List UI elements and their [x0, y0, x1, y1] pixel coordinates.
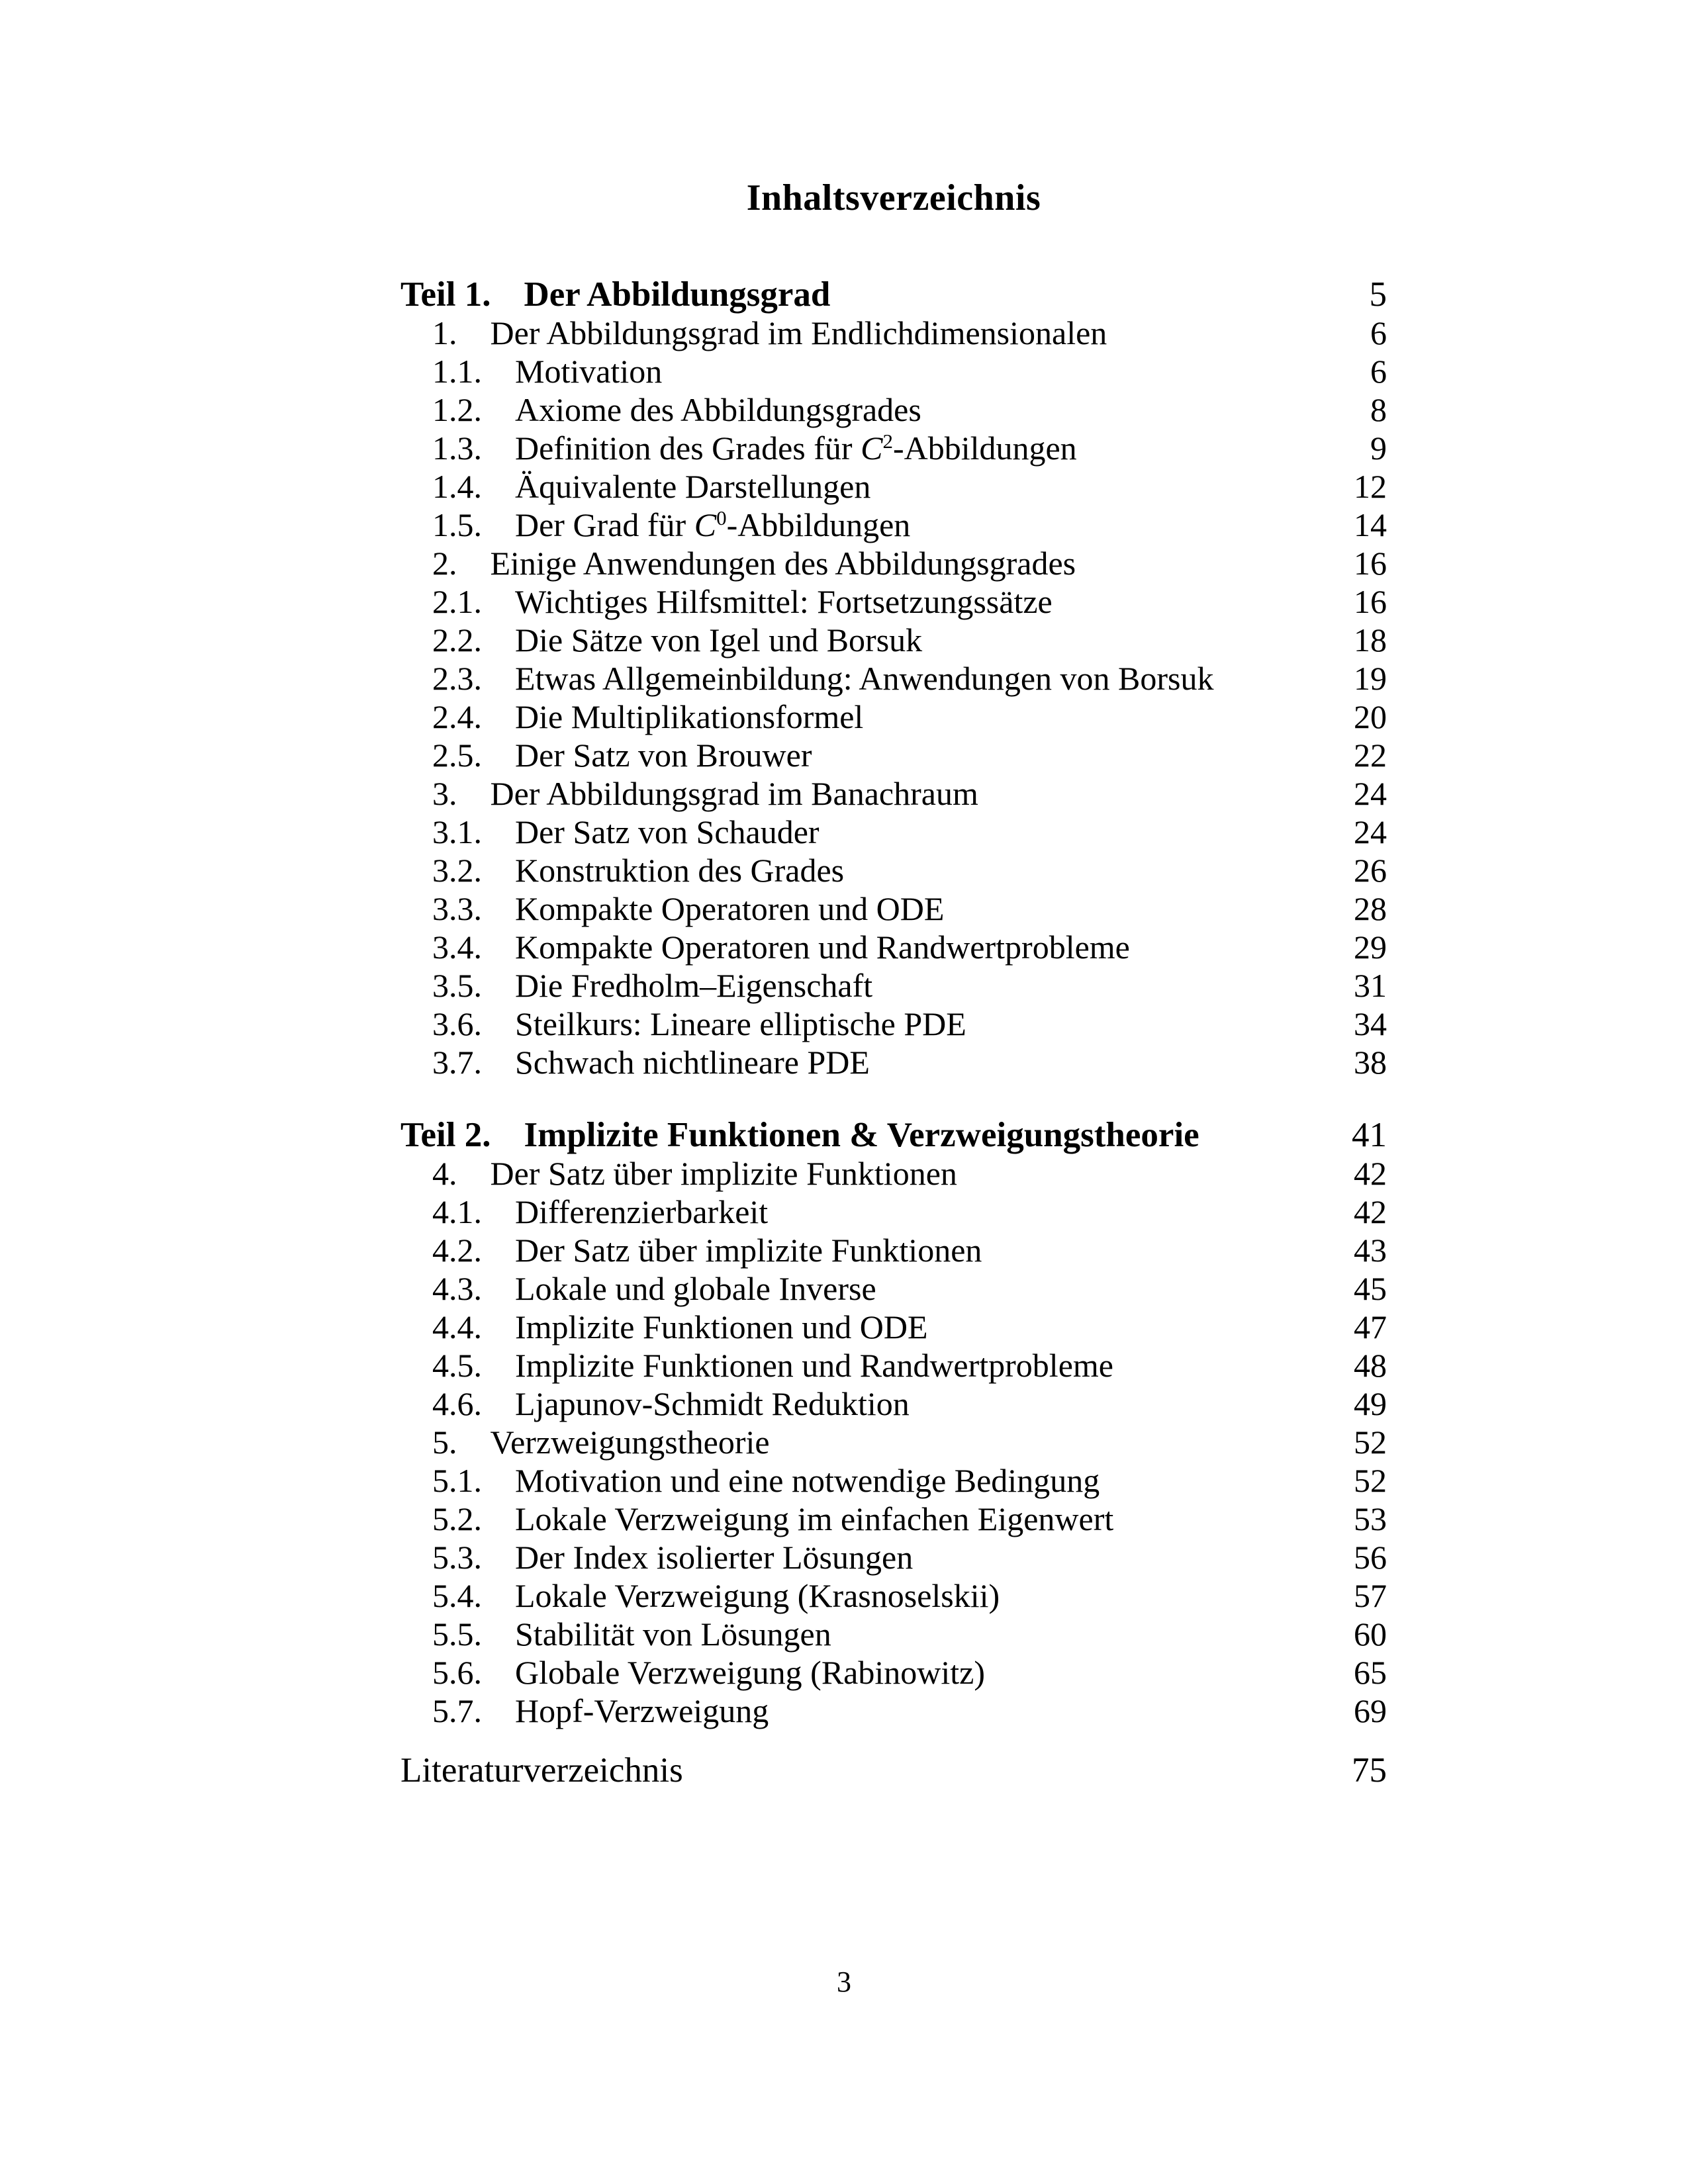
toc-entry-page: 16	[1354, 583, 1387, 620]
toc-entry-number: 1.1.	[432, 353, 482, 390]
toc-entry-title: Äquivalente Darstellungen	[515, 468, 871, 505]
toc-entry-number: 3.4.	[432, 929, 482, 966]
toc-entry	[400, 1615, 1387, 1653]
toc-entry-number: 2.	[432, 545, 457, 582]
toc-entry	[400, 544, 1387, 582]
toc-entry-number: 3.6.	[432, 1005, 482, 1042]
toc-entry-number: 2.3.	[432, 660, 482, 697]
toc-entry-page: 34	[1354, 1005, 1387, 1042]
toc-entry	[400, 1653, 1387, 1692]
toc-entry	[400, 1346, 1387, 1385]
toc-entry	[400, 352, 1387, 390]
toc-entry-page: 45	[1354, 1270, 1387, 1307]
toc-entry-page: 12	[1354, 468, 1387, 505]
toc-entry-page: 5	[1369, 275, 1387, 314]
toc-entry-title: Wichtiges Hilfsmittel: Fortsetzungssätze	[515, 583, 1053, 620]
toc-entry-number: 3.5.	[432, 967, 482, 1004]
toc-entry-title: Steilkurs: Lineare elliptische PDE	[515, 1005, 966, 1042]
toc-entry	[400, 621, 1387, 659]
toc-entry-title: Etwas Allgemeinbildung: Anwendungen von Borsuk	[515, 660, 1214, 697]
toc-entry-number: 4.1.	[432, 1193, 482, 1230]
toc-entry-page: 56	[1354, 1539, 1387, 1576]
toc-entry-number: 1.5.	[432, 506, 482, 543]
toc-entry-title: Differenzierbarkeit	[515, 1193, 769, 1230]
toc-entry-title: Die Multiplikationsformel	[515, 698, 864, 735]
toc-entry-title: Hopf-Verzweigung	[515, 1692, 769, 1729]
toc-entry	[400, 1538, 1387, 1576]
toc-entry-number: 3.7.	[432, 1044, 482, 1081]
toc-entry-page: 53	[1354, 1500, 1387, 1537]
toc-entry-number: 3.1.	[432, 813, 482, 850]
toc-entry	[400, 1385, 1387, 1423]
toc-entry-title: Kompakte Operatoren und Randwertprobleme	[515, 929, 1130, 966]
toc-entry-page: 41	[1352, 1116, 1387, 1154]
table-of-contents	[400, 275, 1387, 1790]
toc-entry	[400, 698, 1387, 736]
toc-entry-title: Der Satz von Schauder	[515, 813, 820, 850]
toc-entry-title: Die Sätze von Igel und Borsuk	[515, 621, 923, 659]
toc-entry-page: 57	[1354, 1577, 1387, 1614]
toc-entry-title: Der Satz über implizite Funktionen	[515, 1232, 982, 1269]
toc-entry	[400, 582, 1387, 621]
toc-entry-page: 38	[1354, 1044, 1387, 1081]
toc-entry-number: 1.	[432, 314, 457, 351]
toc-entry-page: 24	[1354, 813, 1387, 850]
toc-entry	[400, 1154, 1387, 1193]
toc-entry	[400, 851, 1387, 889]
toc-entry	[400, 1423, 1387, 1461]
toc-entry-title: Der Abbildungsgrad im Endlichdimensionalen	[490, 314, 1107, 351]
toc-entry-number: 1.3.	[432, 430, 482, 467]
toc-entry-title: Implizite Funktionen und ODE	[515, 1308, 928, 1345]
toc-entry	[400, 1500, 1387, 1538]
toc-entry-number: 4.6.	[432, 1385, 482, 1422]
toc-entry-number: 4.4.	[432, 1308, 482, 1345]
toc-entry-page: 26	[1354, 852, 1387, 889]
toc-entry	[400, 1751, 1387, 1790]
toc-entry	[400, 314, 1387, 352]
toc-entry-page: 42	[1354, 1193, 1387, 1230]
toc-entry-title: Konstruktion des Grades	[515, 852, 845, 889]
toc-entry-page: 43	[1354, 1232, 1387, 1269]
toc-entry-number: 4.5.	[432, 1347, 482, 1384]
toc-entry-title: Ljapunov-Schmidt Reduktion	[515, 1385, 910, 1422]
toc-entry-number: 1.4.	[432, 468, 482, 505]
toc-entry	[400, 1005, 1387, 1043]
toc-entry	[400, 506, 1387, 544]
toc-entry-page: 9	[1370, 430, 1387, 467]
toc-entry-page: 18	[1354, 621, 1387, 659]
toc-entry-number: Teil 1.	[400, 275, 491, 314]
toc-entry-title: Verzweigungstheorie	[490, 1424, 770, 1461]
toc-entry-title: Der Index isolierter Lösungen	[515, 1539, 914, 1576]
toc-entry-title: Lokale Verzweigung (Krasnoselskii)	[515, 1577, 1000, 1614]
toc-entry-number: 5.2.	[432, 1500, 482, 1537]
toc-entry-page: 52	[1354, 1462, 1387, 1499]
toc-entry	[400, 1308, 1387, 1346]
toc-entry	[400, 736, 1387, 774]
toc-entry-page: 20	[1354, 698, 1387, 735]
toc-entry-number: 2.4.	[432, 698, 482, 735]
toc-entry-page: 16	[1354, 545, 1387, 582]
toc-entry-number: Teil 2.	[400, 1116, 491, 1154]
toc-entry-page: 8	[1370, 391, 1387, 428]
toc-entry-title: Der Satz über implizite Funktionen	[490, 1155, 957, 1192]
toc-entry-title: Definition des Grades für $C^2$-Abbildungen	[515, 429, 1077, 467]
toc-entry-title: Literaturverzeichnis	[400, 1751, 683, 1790]
toc-entry-title: Stabilität von Lösungen	[515, 1615, 831, 1653]
toc-entry	[400, 275, 1387, 314]
toc-entry	[400, 1692, 1387, 1730]
toc-entry	[400, 774, 1387, 813]
toc-entry-title: Schwach nichtlineare PDE	[515, 1044, 870, 1081]
toc-entry-page: 6	[1370, 353, 1387, 390]
toc-entry	[400, 1116, 1387, 1154]
toc-entry	[400, 390, 1387, 429]
toc-entry-title: Der Abbildungsgrad	[524, 275, 831, 314]
toc-entry-title: Motivation und eine notwendige Bedingung	[515, 1462, 1100, 1499]
toc-entry	[400, 659, 1387, 698]
toc-entry-number: 3.3.	[432, 890, 482, 927]
toc-entry-page: 31	[1354, 967, 1387, 1004]
toc-entry-number: 4.3.	[432, 1270, 482, 1307]
toc-entry-page: 14	[1354, 506, 1387, 543]
toc-entry	[400, 1461, 1387, 1500]
toc-entry-page: 24	[1354, 775, 1387, 812]
toc-entry-page: 52	[1354, 1424, 1387, 1461]
toc-entry-number: 4.2.	[432, 1232, 482, 1269]
toc-entry-page: 22	[1354, 737, 1387, 774]
toc-entry-number: 5.3.	[432, 1539, 482, 1576]
toc-entry-title: Globale Verzweigung (Rabinowitz)	[515, 1654, 985, 1691]
toc-entry-number: 2.2.	[432, 621, 482, 659]
toc-entry-title: Motivation	[515, 353, 663, 390]
toc-entry	[400, 1269, 1387, 1308]
toc-entry-title: Lokale und globale Inverse	[515, 1270, 876, 1307]
toc-entry	[400, 1193, 1387, 1231]
toc-entry	[400, 1576, 1387, 1615]
toc-entry-page: 47	[1354, 1308, 1387, 1345]
toc-entry-number: 5.4.	[432, 1577, 482, 1614]
toc-entry-page: 65	[1354, 1654, 1387, 1691]
toc-entry-number: 3.2.	[432, 852, 482, 889]
toc-entry-number: 5.6.	[432, 1654, 482, 1691]
toc-entry-number: 5.5.	[432, 1615, 482, 1653]
footer-page-number: 3	[837, 1966, 851, 1998]
toc-entry-number: 3.	[432, 775, 457, 812]
toc-entry-page: 42	[1354, 1155, 1387, 1192]
text-block	[400, 0, 1387, 1790]
toc-entry	[400, 889, 1387, 928]
toc-entry-title: Implizite Funktionen & Verzweigungstheorie	[524, 1116, 1199, 1154]
toc-entry-title: Der Abbildungsgrad im Banachraum	[490, 775, 978, 812]
toc-entry	[400, 429, 1387, 467]
toc-entry-number: 4.	[432, 1155, 457, 1192]
toc-entry-title: Lokale Verzweigung im einfachen Eigenwert	[515, 1500, 1114, 1537]
toc-entry-title: Implizite Funktionen und Randwertprobleme	[515, 1347, 1113, 1384]
toc-entry	[400, 966, 1387, 1005]
toc-entry	[400, 1043, 1387, 1081]
toc-entry-title: Kompakte Operatoren und ODE	[515, 890, 945, 927]
toc-entry-number: 1.2.	[432, 391, 482, 428]
toc-entry-title: Einige Anwendungen des Abbildungsgrades	[490, 545, 1076, 582]
toc-entry-title: Der Grad für $C^0$-Abbildungen	[515, 506, 911, 543]
toc-entry-page: 60	[1354, 1615, 1387, 1653]
toc-entry	[400, 1231, 1387, 1269]
page-title: Inhaltsverzeichnis	[746, 177, 1041, 218]
toc-entry-page: 75	[1352, 1751, 1387, 1790]
toc-entry-page: 49	[1354, 1385, 1387, 1422]
toc-entry-number: 2.5.	[432, 737, 482, 774]
toc-entry-page: 29	[1354, 929, 1387, 966]
toc-entry-title: Axiome des Abbildungsgrades	[515, 391, 921, 428]
toc-entry-page: 19	[1354, 660, 1387, 697]
toc-entry-title: Der Satz von Brouwer	[515, 737, 812, 774]
toc-entry-page: 28	[1354, 890, 1387, 927]
toc-entry-number: 5.7.	[432, 1692, 482, 1729]
toc-entry-number: 2.1.	[432, 583, 482, 620]
toc-entry	[400, 928, 1387, 966]
toc-entry-number: 5.1.	[432, 1462, 482, 1499]
toc-entry	[400, 467, 1387, 506]
toc-entry-page: 6	[1370, 314, 1387, 351]
toc-entry-page: 48	[1354, 1347, 1387, 1384]
toc-entry-title: Die Fredholm–Eigenschaft	[515, 967, 873, 1004]
toc-entry-page: 69	[1354, 1692, 1387, 1729]
toc-entry-number: 5.	[432, 1424, 457, 1461]
toc-entry	[400, 813, 1387, 851]
